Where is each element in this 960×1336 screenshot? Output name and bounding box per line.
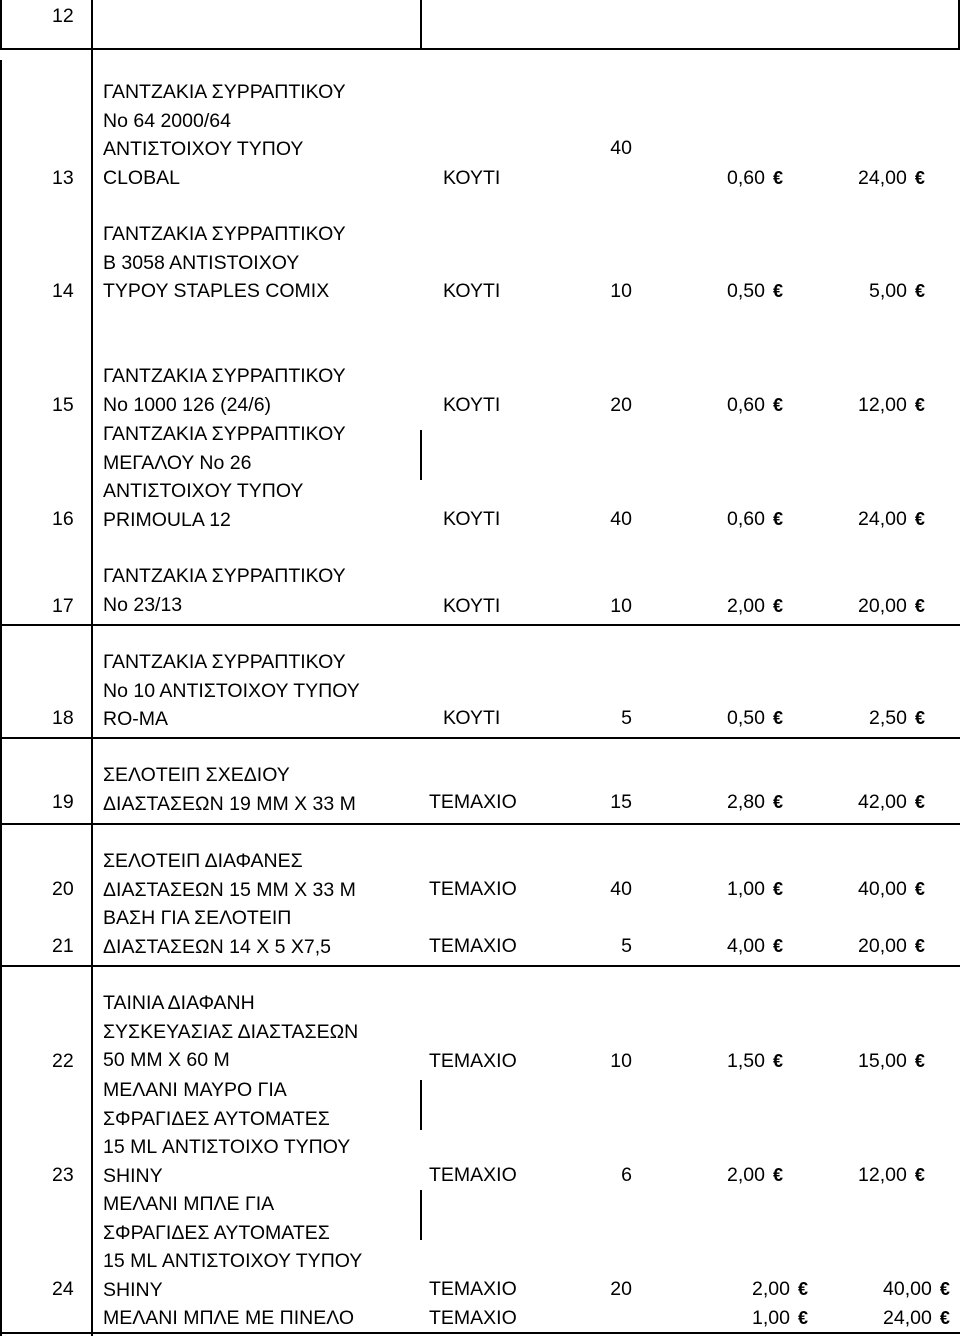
unit-price: [727, 164, 783, 192]
quantity: 6: [621, 1164, 632, 1186]
unit-price: [727, 704, 783, 732]
item-description-line: ΓΑΝΤΖΑΚΙΑ ΣΥΡΡΑΠΤΙΚΟΥ: [103, 223, 346, 245]
quantity: 5: [621, 707, 632, 729]
unit-price-value: 2,00: [727, 595, 765, 617]
euro-icon: [773, 875, 783, 903]
item-description-line: ΒΑΣΗ ΓΙΑ ΣΕΛΟΤΕΙΠ: [103, 907, 292, 929]
euro-icon: [773, 505, 783, 533]
row-number: 21: [52, 935, 74, 957]
euro-icon: [915, 277, 925, 305]
unit-price-value: 2,80: [727, 791, 765, 813]
unit-price: [727, 1047, 783, 1075]
unit: ΚΟΥΤΙ: [443, 707, 501, 729]
unit-price: [727, 932, 783, 960]
item-description-line: ΜΕΛΑΝΙ ΜΠΛΕ ΓΙΑ: [103, 1193, 275, 1215]
row-divider: [0, 965, 960, 967]
item-description-line: ΣΕΛΟΤΕΙΠ ΔΙΑΦΑΝΕΣ: [103, 850, 303, 872]
unit-price-value: 0,60: [727, 167, 765, 189]
euro-icon: [915, 788, 925, 816]
line-total: [858, 788, 925, 816]
euro-icon: [915, 875, 925, 903]
unit: ΤΕΜΑΧΙΟ: [429, 791, 517, 813]
unit: ΤΕΜΑΧΙΟ: [429, 1050, 517, 1072]
item-description-line: ΣΦΡΑΓΙΔΕΣ ΑΥΤΟΜΑΤΕΣ: [103, 1221, 330, 1244]
euro-icon: [773, 932, 783, 960]
item-description-line: RO-MA: [103, 708, 168, 730]
unit-price: [727, 277, 783, 305]
unit-price-value: 0,60: [727, 394, 765, 416]
line-total: [858, 932, 925, 960]
item-description-line: ΤΑΙΝΙΑ ΔΙΑΦΑΝΗ: [103, 992, 255, 1014]
line-total: [858, 875, 925, 903]
quantity: 10: [610, 595, 632, 617]
euro-icon: [773, 164, 783, 192]
line-total-value: 15,00: [858, 1050, 907, 1072]
line-total: [858, 592, 925, 620]
line-total-value: 40,00: [858, 878, 907, 900]
item-description-line: ΔΙΑΣΤΑΣΕΩΝ 15 ΜΜ Χ 33 Μ: [103, 878, 356, 901]
line-total: [883, 1304, 950, 1332]
column-divider: [91, 0, 93, 1336]
euro-icon: [915, 391, 925, 419]
row-number: 12: [52, 5, 74, 27]
row-number: 19: [52, 791, 74, 813]
item-description-line: 15 ML ΑΝΤΙΣΤΟΙΧΟΥ ΤΥΠΟΥ: [103, 1250, 363, 1272]
euro-icon: [798, 1275, 808, 1303]
euro-icon: [798, 1304, 808, 1332]
line-total-value: 20,00: [858, 595, 907, 617]
item-description-line: Νο 64 2000/64: [103, 109, 231, 132]
item-description-line: ΔΙΑΣΤΑΣΕΩΝ 14 Χ 5 Χ7,5: [103, 935, 332, 958]
line-total-value: 24,00: [858, 508, 907, 530]
item-description-line: ΣΦΡΑΓΙΔΕΣ ΑΥΤΟΜΑΤΕΣ: [103, 1107, 330, 1130]
column-divider: [420, 1080, 422, 1130]
unit-price: [752, 1304, 808, 1332]
line-total-value: 20,00: [858, 935, 907, 957]
line-total-value: 42,00: [858, 791, 907, 813]
quantity: 20: [610, 1278, 632, 1300]
quantity: 40: [610, 137, 632, 159]
line-total: [869, 704, 925, 732]
euro-icon: [940, 1304, 950, 1332]
row-number: 14: [52, 280, 74, 302]
item-description-line: ΓΑΝΤΖΑΚΙΑ ΣΥΡΡΑΠΤΙΚΟΥ: [103, 565, 346, 587]
unit: ΚΟΥΤΙ: [443, 595, 501, 617]
euro-icon: [773, 1047, 783, 1075]
unit: ΤΕΜΑΧΙΟ: [429, 935, 517, 957]
euro-icon: [773, 788, 783, 816]
item-description-line: SHINY: [103, 1278, 163, 1301]
unit-price-value: 0,50: [727, 707, 765, 729]
line-total: [858, 1161, 925, 1189]
item-description-line: ΓΑΝΤΖΑΚΙΑ ΣΥΡΡΑΠΤΙΚΟΥ: [103, 365, 346, 387]
row-divider: [0, 624, 960, 626]
euro-icon: [773, 1161, 783, 1189]
quantity: 10: [610, 1050, 632, 1072]
unit: ΚΟΥΤΙ: [443, 508, 501, 530]
line-total-value: 24,00: [858, 167, 907, 189]
item-description-line: ΑΝΤΙΣΤΟΙΧΟΥ ΤΥΠΟΥ: [103, 138, 304, 160]
item-description-line: SHINY: [103, 1164, 163, 1187]
unit-price: [727, 391, 783, 419]
line-total-value: 24,00: [883, 1307, 932, 1329]
euro-icon: [915, 592, 925, 620]
item-description-line: ΣΥΣΚΕΥΑΣΙΑΣ ΔΙΑΣΤΑΣΕΩΝ: [103, 1020, 359, 1043]
line-total-value: 40,00: [883, 1278, 932, 1300]
column-divider: [420, 0, 422, 50]
euro-icon: [915, 1161, 925, 1189]
column-divider: [958, 0, 960, 50]
line-total-value: 5,00: [869, 280, 907, 302]
euro-icon: [773, 277, 783, 305]
euro-icon: [773, 592, 783, 620]
unit-price: [727, 875, 783, 903]
item-description-line: CLOBAL: [103, 166, 180, 189]
line-total-value: 12,00: [858, 394, 907, 416]
row-number: 20: [52, 878, 74, 900]
unit-price-value: 4,00: [727, 935, 765, 957]
item-description-line: ΓΑΝΤΖΑΚΙΑ ΣΥΡΡΑΠΤΙΚΟΥ: [103, 81, 346, 103]
line-total-value: 12,00: [858, 1164, 907, 1186]
line-total: [858, 391, 925, 419]
row-number: 22: [52, 1050, 74, 1072]
row-divider: [0, 1332, 960, 1334]
euro-icon: [915, 164, 925, 192]
line-total: [869, 277, 925, 305]
item-description-line: ΜΕΛΑΝΙ ΜΠΛΕ ΜΕ ΠΙΝΕΛΟ: [103, 1307, 355, 1329]
row-divider: [0, 823, 960, 825]
item-description-line: Β 3058 ΑΝΤΙSΤΟΙΧΟΥ: [103, 251, 300, 274]
unit: ΤΕΜΑΧΙΟ: [429, 1164, 517, 1186]
unit-price-value: 0,60: [727, 508, 765, 530]
line-total: [858, 164, 925, 192]
item-description-line: ΤΥΡΟΥ STAPLES COMIX: [103, 280, 330, 302]
item-description-line: ΔΙΑΣΤΑΣΕΩΝ 19 ΜΜ Χ 33 Μ: [103, 792, 356, 815]
item-description-line: 15 ML ΑΝΤΙΣΤΟΙΧΟ ΤΥΠΟΥ: [103, 1136, 351, 1158]
euro-icon: [940, 1275, 950, 1303]
unit-price-value: 0,50: [727, 280, 765, 302]
item-description-line: ΓΑΝΤΖΑΚΙΑ ΣΥΡΡΑΠΤΙΚΟΥ: [103, 423, 346, 445]
quantity: 20: [610, 394, 632, 416]
quantity: 15: [610, 791, 632, 813]
item-description-line: ΜΕΛΑΝΙ ΜΑΥΡΟ ΓΙΑ: [103, 1079, 287, 1101]
quantity: 5: [621, 935, 632, 957]
item-description-line: Νο 1000 126 (24/6): [103, 393, 272, 416]
item-description-line: Νο 23/13: [103, 593, 183, 616]
euro-icon: [915, 704, 925, 732]
quantity: 10: [610, 280, 632, 302]
row-number: 17: [52, 595, 74, 617]
euro-icon: [773, 704, 783, 732]
item-description-line: Νο 10 ΑΝΤΙΣΤΟΙΧΟΥ ΤΥΠΟΥ: [103, 679, 360, 702]
row-number: 23: [52, 1164, 74, 1186]
euro-icon: [915, 505, 925, 533]
unit-price: [727, 592, 783, 620]
item-description-line: ΑΝΤΙΣΤΟΙΧΟΥ ΤΥΠΟΥ: [103, 480, 304, 502]
unit-price: [752, 1275, 808, 1303]
unit-price: [727, 505, 783, 533]
item-description-line: ΜΕΓΑΛΟΥ Νο 26: [103, 451, 252, 474]
euro-icon: [915, 1047, 925, 1075]
column-divider: [420, 1190, 422, 1240]
table-left-border: [0, 60, 2, 1336]
unit-price: [727, 788, 783, 816]
item-description-line: 50 ΜΜ Χ 60 Μ: [103, 1049, 230, 1071]
unit: ΚΟΥΤΙ: [443, 280, 501, 302]
unit-price-value: 1,50: [727, 1050, 765, 1072]
unit: ΤΕΜΑΧΙΟ: [429, 878, 517, 900]
line-total-value: 2,50: [869, 707, 907, 729]
line-total: [883, 1275, 950, 1303]
quantity: 40: [610, 508, 632, 530]
unit: ΤΕΜΑΧΙΟ: [429, 1307, 517, 1329]
unit-price-value: 2,00: [727, 1164, 765, 1186]
unit-price: [727, 1161, 783, 1189]
quantity: 40: [610, 878, 632, 900]
unit-price-value: 1,00: [752, 1307, 790, 1329]
row-divider: [0, 737, 960, 739]
row-number: 24: [52, 1278, 74, 1300]
row-number: 16: [52, 508, 74, 530]
column-divider: [420, 430, 422, 480]
euro-icon: [773, 391, 783, 419]
euro-icon: [915, 932, 925, 960]
row-number: 13: [52, 167, 74, 189]
item-description-line: PRIMOULA 12: [103, 508, 231, 531]
item-description-line: ΣΕΛΟΤΕΙΠ ΣΧΕΔΙΟΥ: [103, 764, 290, 786]
unit-price-value: 2,00: [752, 1278, 790, 1300]
line-total: [858, 1047, 925, 1075]
unit: ΚΟΥΤΙ: [443, 167, 501, 189]
row-number: 18: [52, 707, 74, 729]
row-divider: [0, 48, 960, 50]
table-left-border: [0, 0, 2, 50]
item-description-line: ΓΑΝΤΖΑΚΙΑ ΣΥΡΡΑΠΤΙΚΟΥ: [103, 651, 346, 673]
row-number: 15: [52, 394, 74, 416]
line-total: [858, 505, 925, 533]
unit: ΚΟΥΤΙ: [443, 394, 501, 416]
unit-price-value: 1,00: [727, 878, 765, 900]
unit: ΤΕΜΑΧΙΟ: [429, 1278, 517, 1300]
